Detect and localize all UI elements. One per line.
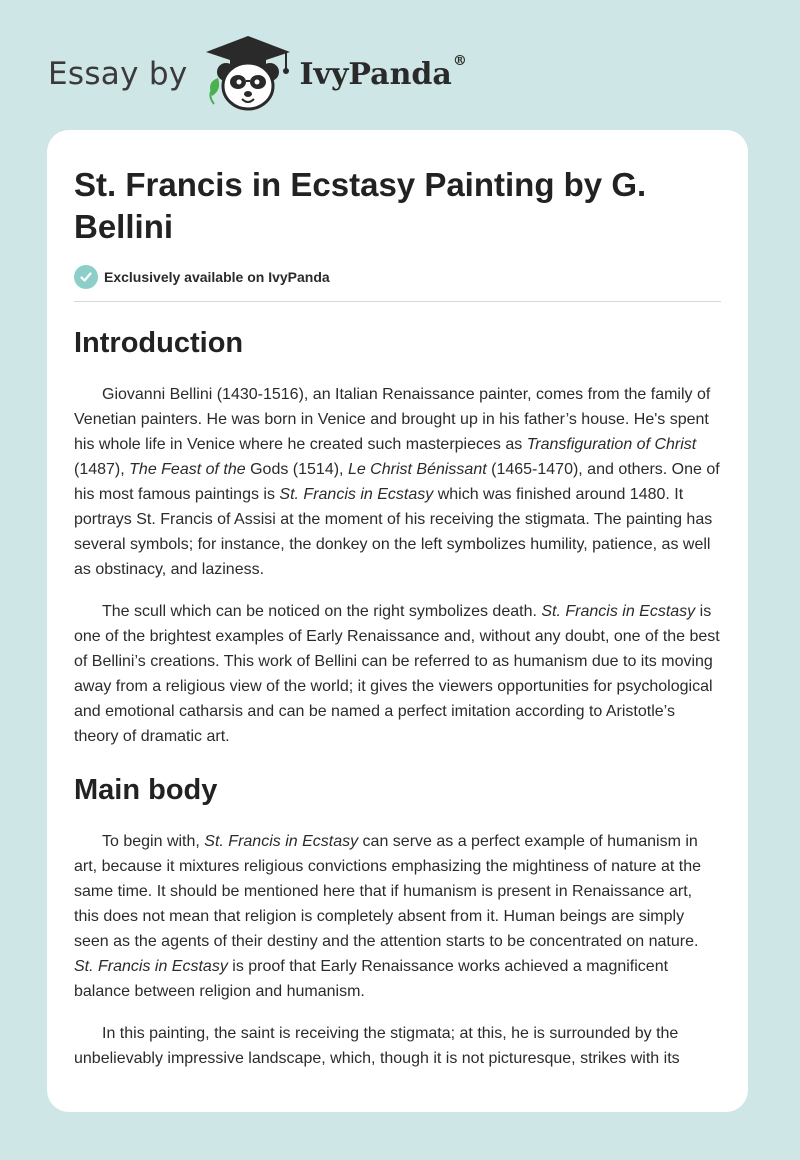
italic-title-text: Le Christ Bénissant (347, 461, 487, 478)
paragraph (74, 599, 721, 749)
italic-title-text: St. Francis in Ecstasy (204, 833, 359, 850)
exclusive-badge (74, 265, 721, 302)
paragraph-text: which was finished around 1480. It portrays St. Francis of Assisi at the moment of his receiving the stigmata. The painting has several symbols; for instance, the donkey on the left symbolizes humility, patience, as well as obstinacy, and laziness. (74, 486, 713, 578)
panda-logo-icon[interactable] (202, 34, 294, 114)
brand-name[interactable]: IvyPanda® (299, 52, 467, 92)
paragraph-text: Giovanni Bellini (1430-1516), an Italian Renaissance painter, comes from the family of Venetian painters. He was born in Venice and brought up in his father’s house. He's spent his whole life in Venice where he created such masterpieces as (74, 386, 711, 453)
essay-by-label: Essay by (48, 56, 188, 92)
paragraph-text: The scull which can be noticed on the right symbolizes death. (102, 603, 542, 620)
italic-title-text: St. Francis in Ecstasy (541, 603, 696, 620)
exclusive-badge-label: Exclusively available on IvyPanda (104, 269, 330, 285)
italic-title-text: The Feast of the (129, 461, 246, 478)
paragraph (74, 829, 721, 1004)
article-title: St. Francis in Ecstasy Painting by G. Bellini (74, 166, 647, 245)
site-header (48, 34, 467, 114)
paragraph-text: (1487), (74, 461, 130, 478)
paragraph (74, 382, 721, 582)
paragraph-text: can serve as a perfect example of humanism in art, because it mixtures religious convictions emphasizing the mightiness of nature at the same time. It should be mentioned here that if humanism is present in Renaissance art, this does not mean that religion is completely absent from it. Human beings are simply seen as the agents of their destiny and the attention starts to be concentrated on nature. (74, 833, 701, 950)
section-heading: Main body (74, 774, 218, 806)
article-card (47, 130, 748, 1112)
article-body (74, 327, 721, 1071)
italic-title-text: St. Francis in Ecstasy (279, 486, 434, 503)
section-heading: Introduction (74, 327, 244, 359)
paragraph-text: Gods (1514), (245, 461, 348, 478)
paragraph-text: In this painting, the saint is receiving the stigmata; at this, he is surrounded by the unbelievably impressive landscape, which, though it is not picturesque, strikes with its (74, 1025, 680, 1067)
italic-title-text: St. Francis in Ecstasy (74, 958, 228, 975)
paragraph-text: To begin with, (102, 833, 205, 850)
italic-title-text: Transfiguration of Christ (526, 436, 697, 453)
paragraph (74, 1021, 721, 1071)
paragraph-text: (1465-1470), and others. One of his most famous paintings is (74, 461, 720, 503)
check-icon (74, 265, 98, 289)
paragraph-text: is one of the brightest examples of Early Renaissance and, without any doubt, one of the best of Bellini’s creations. This work of Bellini can be referred to as humanism due to its moving away from a religious view of the world; it gives the viewers opportunities for psychological and emotional catharsis and can be named a perfect imitation according to Aristotle’s theory of dramatic art. (74, 603, 720, 745)
paragraph-text: is proof that Early Renaissance works achieved a magnificent balance between religion and humanism. (74, 958, 669, 1000)
